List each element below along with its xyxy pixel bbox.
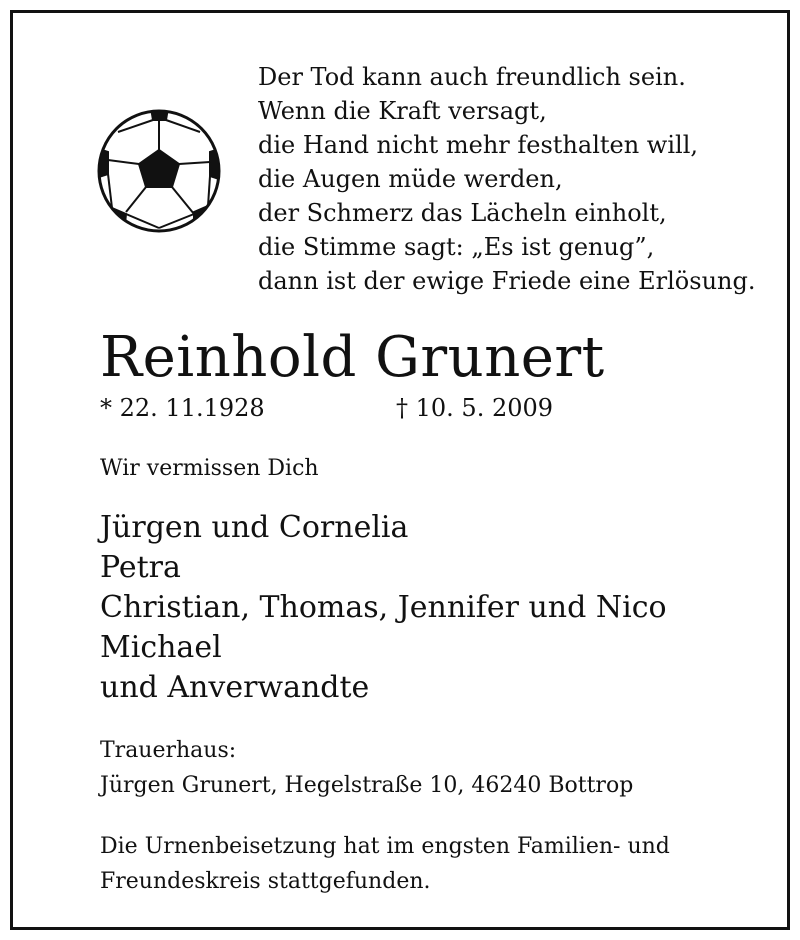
soccer-ball-icon — [96, 108, 222, 234]
mourning-house — [100, 733, 633, 803]
miss-text: Wir vermissen Dich — [100, 456, 319, 481]
burial-note-line: Die Urnenbeisetzung hat im engsten Familien- und — [100, 834, 670, 859]
poem-line: die Hand nicht mehr festhalten will, — [258, 131, 699, 159]
family-member: Petra — [100, 550, 181, 585]
burial-note-line: Freundeskreis stattgefunden. — [100, 869, 431, 894]
family-member: Michael — [100, 630, 222, 665]
poem — [258, 60, 755, 298]
death-date: † 10. 5. 2009 — [396, 394, 554, 422]
mourning-house-label: Trauerhaus: — [100, 738, 237, 763]
poem-line: Der Tod kann auch freundlich sein. — [258, 63, 686, 91]
family-member: Jürgen und Cornelia — [100, 510, 409, 545]
family-member: und Anverwandte — [100, 670, 370, 705]
poem-line: der Schmerz das Lächeln einholt, — [258, 199, 667, 227]
poem-line: dann ist der ewige Friede eine Erlösung. — [258, 267, 756, 295]
birth-date: * 22. 11.1928 — [100, 394, 265, 422]
family-list — [100, 508, 667, 708]
burial-note — [100, 829, 670, 899]
poem-line: die Augen müde werden, — [258, 165, 563, 193]
poem-line: die Stimme sagt: „Es ist genug”, — [258, 233, 655, 261]
mourning-house-address: Jürgen Grunert, Hegelstraße 10, 46240 Bottrop — [100, 773, 634, 798]
family-member: Christian, Thomas, Jennifer und Nico — [100, 590, 667, 625]
deceased-name: Reinhold Grunert — [100, 325, 605, 390]
poem-line: Wenn die Kraft versagt, — [258, 97, 547, 125]
